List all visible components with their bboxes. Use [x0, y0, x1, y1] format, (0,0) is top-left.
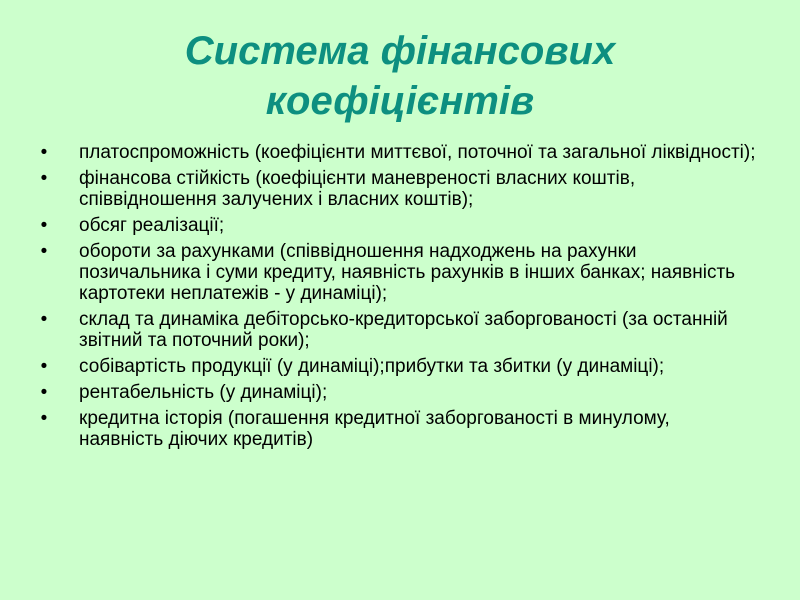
- list-item-text: собівартість продукції (у динаміці);прибутки та збитки (у динаміці);: [79, 356, 665, 377]
- list-item-text: обороти за рахунками (співвідношення надходжень на рахунки позичальника і суми кредиту, наявність рахунків в інших банках; наявність картотеки неплатежів - у динаміці);: [79, 241, 736, 304]
- bullet-icon: •: [40, 215, 48, 236]
- list-item-text: кредитна історія (погашення кредитної заборгованості в минулому, наявність діючих кредитів): [79, 408, 670, 450]
- list-item: [38, 382, 758, 403]
- list-item: [38, 408, 758, 450]
- bullet-icon: •: [40, 356, 48, 377]
- bullet-icon: •: [40, 168, 48, 189]
- list-item: [38, 356, 758, 377]
- list-item-text: обсяг реалізації;: [79, 215, 225, 236]
- bullet-icon: •: [40, 382, 48, 403]
- bullet-list: [38, 142, 758, 455]
- list-item-text: платоспроможність (коефіцієнти миттєвої, поточної та загальної ліквідності);: [79, 142, 756, 163]
- bullet-icon: •: [40, 309, 48, 330]
- slide-title: Система фінансових коефіцієнтів: [184, 29, 616, 123]
- list-item: [38, 309, 758, 351]
- list-item: [38, 215, 758, 236]
- bullet-icon: •: [40, 408, 48, 429]
- bullet-icon: •: [40, 241, 48, 262]
- bullet-icon: •: [40, 142, 48, 163]
- list-item: [38, 142, 758, 163]
- list-item-text: рентабельність (у динаміці);: [79, 382, 328, 403]
- list-item: [38, 168, 758, 210]
- list-item: [38, 241, 758, 304]
- list-item-text: склад та динаміка дебіторсько-кредиторської заборгованості (за останній звітний та поточний роки);: [79, 309, 728, 351]
- list-item-text: фінансова стійкість (коефіцієнти маневреності власних коштів, співвідношення залучених і власних коштів);: [79, 168, 636, 210]
